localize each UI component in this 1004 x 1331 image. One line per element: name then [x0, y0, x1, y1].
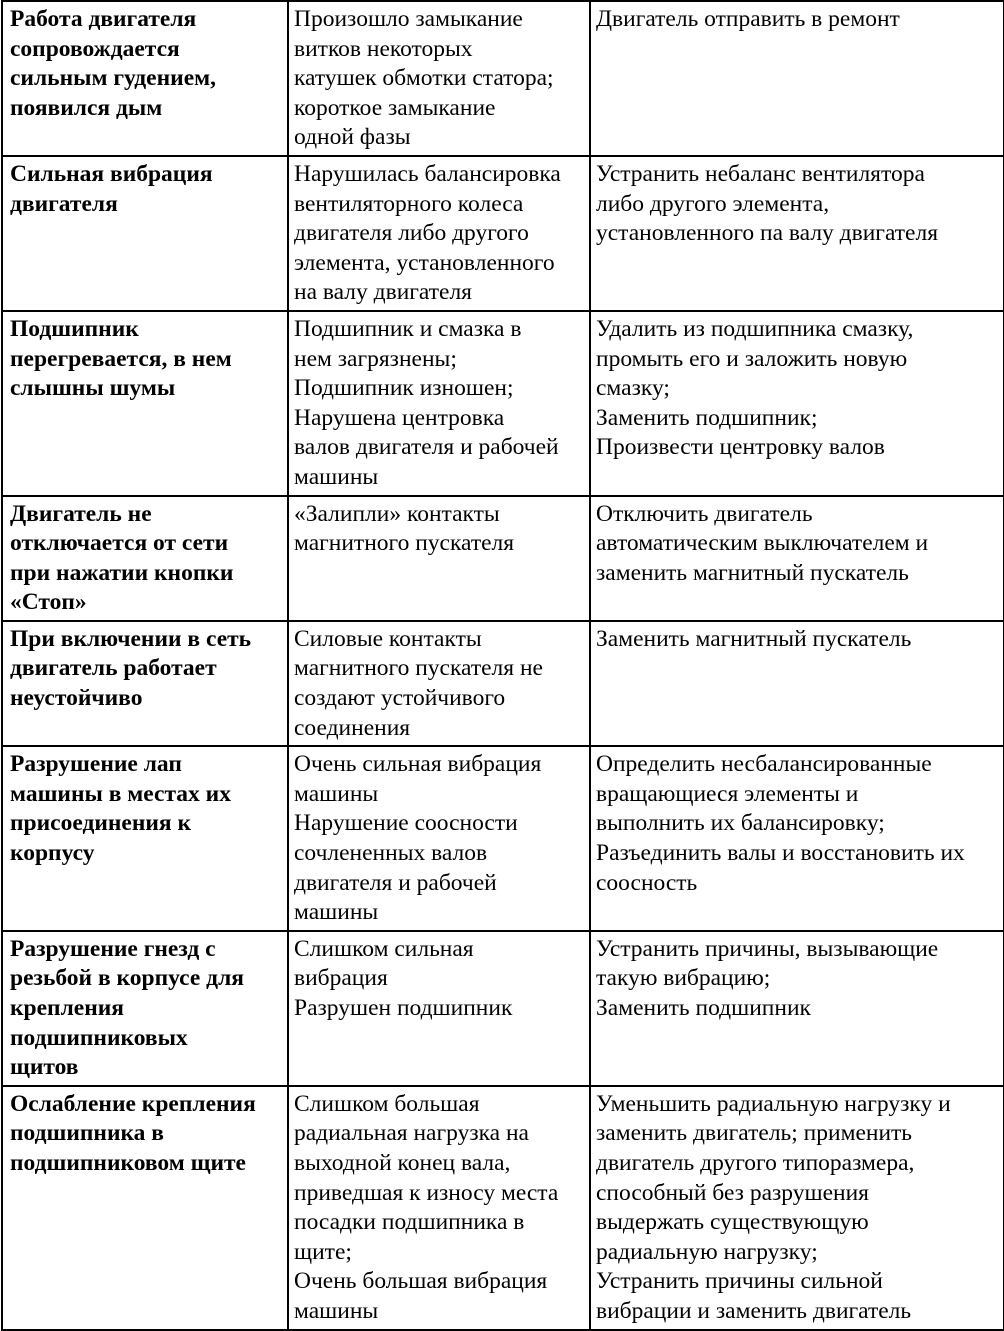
cause-cell — [288, 311, 590, 496]
fault-text-line: отключается от сети — [10, 530, 229, 557]
fault-cell — [2, 496, 288, 621]
remedy-text-line: Устранить небаланс вентилятора — [596, 160, 925, 187]
fault-text-line: Подшипник — [10, 315, 139, 342]
fault-text-line: корпусу — [10, 840, 95, 867]
fault-cell — [2, 1086, 288, 1330]
fault-text-line: появился дым — [10, 94, 163, 121]
remedy-text-line: Заменить подшипник; — [596, 404, 818, 431]
fault-text-line: слышны шумы — [10, 375, 176, 402]
table-row — [2, 1086, 1004, 1330]
cause-text-line: сочлененных валов — [294, 840, 488, 867]
cause-text-line: соединения — [294, 714, 411, 741]
cause-text-line: магнитного пускателя — [294, 530, 515, 557]
remedy-cell — [590, 496, 1004, 621]
cause-cell — [288, 156, 590, 311]
remedy-text-line: Заменить магнитный пускатель — [596, 625, 912, 652]
cause-cell — [288, 931, 590, 1086]
cause-text-line: короткое замыкание — [294, 94, 496, 121]
remedy-cell — [590, 1, 1004, 156]
cause-text-line: машины — [294, 1297, 379, 1324]
remedy-cell — [590, 621, 1004, 746]
cause-text-line: Слишком большая — [294, 1090, 480, 1117]
table-row — [2, 931, 1004, 1086]
cause-text-line: вибрация — [294, 965, 388, 992]
remedy-text-line: Удалить из подшипника смазку, — [596, 315, 914, 342]
remedy-text-line: Заменить подшипник — [596, 995, 811, 1021]
fault-text-line: Работа двигателя — [10, 6, 197, 32]
cause-text-line: Нарушилась балансировка — [294, 160, 561, 187]
cause-text-line: на валу двигателя — [294, 279, 472, 306]
cause-text-line: вентиляторного колеса — [294, 190, 524, 217]
fault-cell — [2, 621, 288, 746]
cause-text-line: Нарушена центровка — [294, 404, 505, 431]
cause-text-line: Подшипник и смазка в — [294, 315, 522, 342]
remedy-text-line: способный без разрушения — [596, 1179, 869, 1206]
remedy-cell — [590, 746, 1004, 931]
fault-text-line: Двигатель не — [10, 500, 152, 527]
cause-text-line: машины — [294, 899, 379, 926]
cause-text-line: Очень сильная вибрация — [294, 751, 542, 778]
fault-cell — [2, 1, 288, 156]
fault-text-line: «Стоп» — [10, 589, 87, 616]
cause-text-line: Силовые контакты — [294, 625, 482, 652]
table-row — [2, 1, 1004, 156]
remedy-text-line: радиальную нагрузку; — [596, 1238, 818, 1265]
remedy-text-line: Произвести центровку валов — [596, 434, 885, 461]
cause-text-line: «Залипли» контакты — [294, 500, 500, 527]
fault-text-line: присоединения к — [10, 810, 192, 837]
cause-text-line: магнитного пускателя не — [294, 655, 543, 682]
table-row — [2, 156, 1004, 311]
fault-text-line: щитов — [10, 1054, 79, 1081]
cause-text-line: машины — [294, 780, 379, 807]
fault-text-line: машины в местах их — [10, 780, 231, 807]
cause-text-line: щите; — [294, 1238, 352, 1265]
fault-text-line: Сильная вибрация — [10, 160, 213, 187]
remedy-cell — [590, 156, 1004, 311]
remedy-text-line: двигатель другого типоразмера, — [596, 1149, 915, 1176]
fault-text-line: сопровождается — [10, 35, 180, 62]
cause-text-line: Разрушен подшипник — [294, 995, 513, 1021]
table-row — [2, 496, 1004, 621]
table-row — [2, 621, 1004, 746]
table-row — [2, 311, 1004, 496]
remedy-cell — [590, 1086, 1004, 1330]
fault-text-line: При включении в сеть — [10, 625, 252, 652]
cause-cell — [288, 621, 590, 746]
remedy-text-line: вращающиеся элементы и — [596, 780, 859, 807]
remedy-text-line: либо другого элемента, — [596, 190, 830, 217]
remedy-cell — [590, 931, 1004, 1086]
fault-text-line: Ослабление крепления — [10, 1090, 256, 1117]
fault-text-line: Разрушение лап — [10, 751, 182, 778]
remedy-text-line: заменить двигатель; применить — [596, 1120, 913, 1147]
cause-text-line: Произошло замыкание — [294, 6, 523, 32]
remedy-text-line: вибрации и заменить двигатель — [596, 1297, 912, 1324]
fault-text-line: подшипниковом щите — [10, 1149, 246, 1176]
remedy-text-line: промыть его и заложить новую — [596, 345, 908, 372]
fault-text-line: перегревается, в нем — [10, 345, 232, 372]
fault-text-line: Разрушение гнезд с — [10, 935, 216, 962]
remedy-text-line: Устранить причины, вызывающие — [596, 935, 939, 962]
remedy-text-line: такую вибрацию; — [596, 965, 771, 992]
cause-text-line: двигателя и рабочей — [294, 869, 497, 896]
fault-text-line: подшипника в — [10, 1120, 165, 1147]
fault-text-line: резьбой в корпусе для — [10, 965, 244, 992]
remedy-text-line: Уменьшить радиальную нагрузку и — [596, 1090, 951, 1117]
remedy-text-line: Определить несбалансированные — [596, 751, 932, 778]
fault-text-line: неустойчиво — [10, 685, 143, 712]
table-body — [2, 1, 1004, 1330]
fault-text-line: крепления — [10, 995, 124, 1021]
remedy-text-line: выдержать существующую — [596, 1209, 869, 1236]
remedy-cell — [590, 311, 1004, 496]
remedy-text-line: Устранить причины сильной — [596, 1268, 883, 1295]
remedy-text-line: Отключить двигатель — [596, 500, 813, 527]
remedy-text-line: соосность — [596, 869, 698, 896]
cause-text-line: катушек обмотки статора; — [294, 65, 554, 92]
table-row — [2, 746, 1004, 931]
cause-text-line: Нарушение соосности — [294, 810, 518, 837]
remedy-text-line: установленного па валу двигателя — [596, 220, 939, 247]
cause-text-line: Подшипник изношен; — [294, 375, 514, 402]
fault-text-line: двигатель работает — [10, 655, 217, 682]
remedy-text-line: Двигатель отправить в ремонт — [596, 6, 900, 32]
fault-cell — [2, 156, 288, 311]
remedy-text-line: выполнить их балансировку; — [596, 810, 885, 837]
cause-text-line: выходной конец вала, — [294, 1149, 511, 1176]
cause-text-line: валов двигателя и рабочей — [294, 434, 559, 461]
fault-table — [1, 0, 1004, 1331]
remedy-text-line: заменить магнитный пускатель — [596, 559, 909, 586]
cause-text-line: создают устойчивого — [294, 685, 506, 712]
cause-text-line: одной фазы — [294, 124, 411, 151]
cause-cell — [288, 496, 590, 621]
remedy-text-line: автоматическим выключателем и — [596, 530, 929, 557]
fault-text-line: при нажатии кнопки — [10, 559, 234, 586]
cause-text-line: приведшая к износу места — [294, 1179, 559, 1206]
cause-text-line: элемента, установленного — [294, 249, 555, 276]
cause-cell — [288, 1, 590, 156]
fault-cell — [2, 311, 288, 496]
fault-cell — [2, 746, 288, 931]
cause-cell — [288, 746, 590, 931]
cause-text-line: радиальная нагрузка на — [294, 1120, 529, 1147]
cause-text-line: машины — [294, 463, 379, 490]
fault-cell — [2, 931, 288, 1086]
fault-text-line: подшипниковых — [10, 1024, 188, 1051]
cause-text-line: посадки подшипника в — [294, 1209, 525, 1236]
cause-text-line: Очень большая вибрация — [294, 1268, 548, 1295]
cause-cell — [288, 1086, 590, 1330]
cause-text-line: витков некоторых — [294, 35, 473, 62]
fault-text-line: двигателя — [10, 190, 118, 217]
remedy-text-line: Разъединить валы и восстановить их — [596, 840, 965, 867]
cause-text-line: двигателя либо другого — [294, 220, 529, 247]
remedy-text-line: смазку; — [596, 375, 670, 402]
cause-text-line: нем загрязнены; — [294, 345, 457, 372]
cause-text-line: Слишком сильная — [294, 935, 474, 962]
fault-text-line: сильным гудением, — [10, 65, 217, 92]
